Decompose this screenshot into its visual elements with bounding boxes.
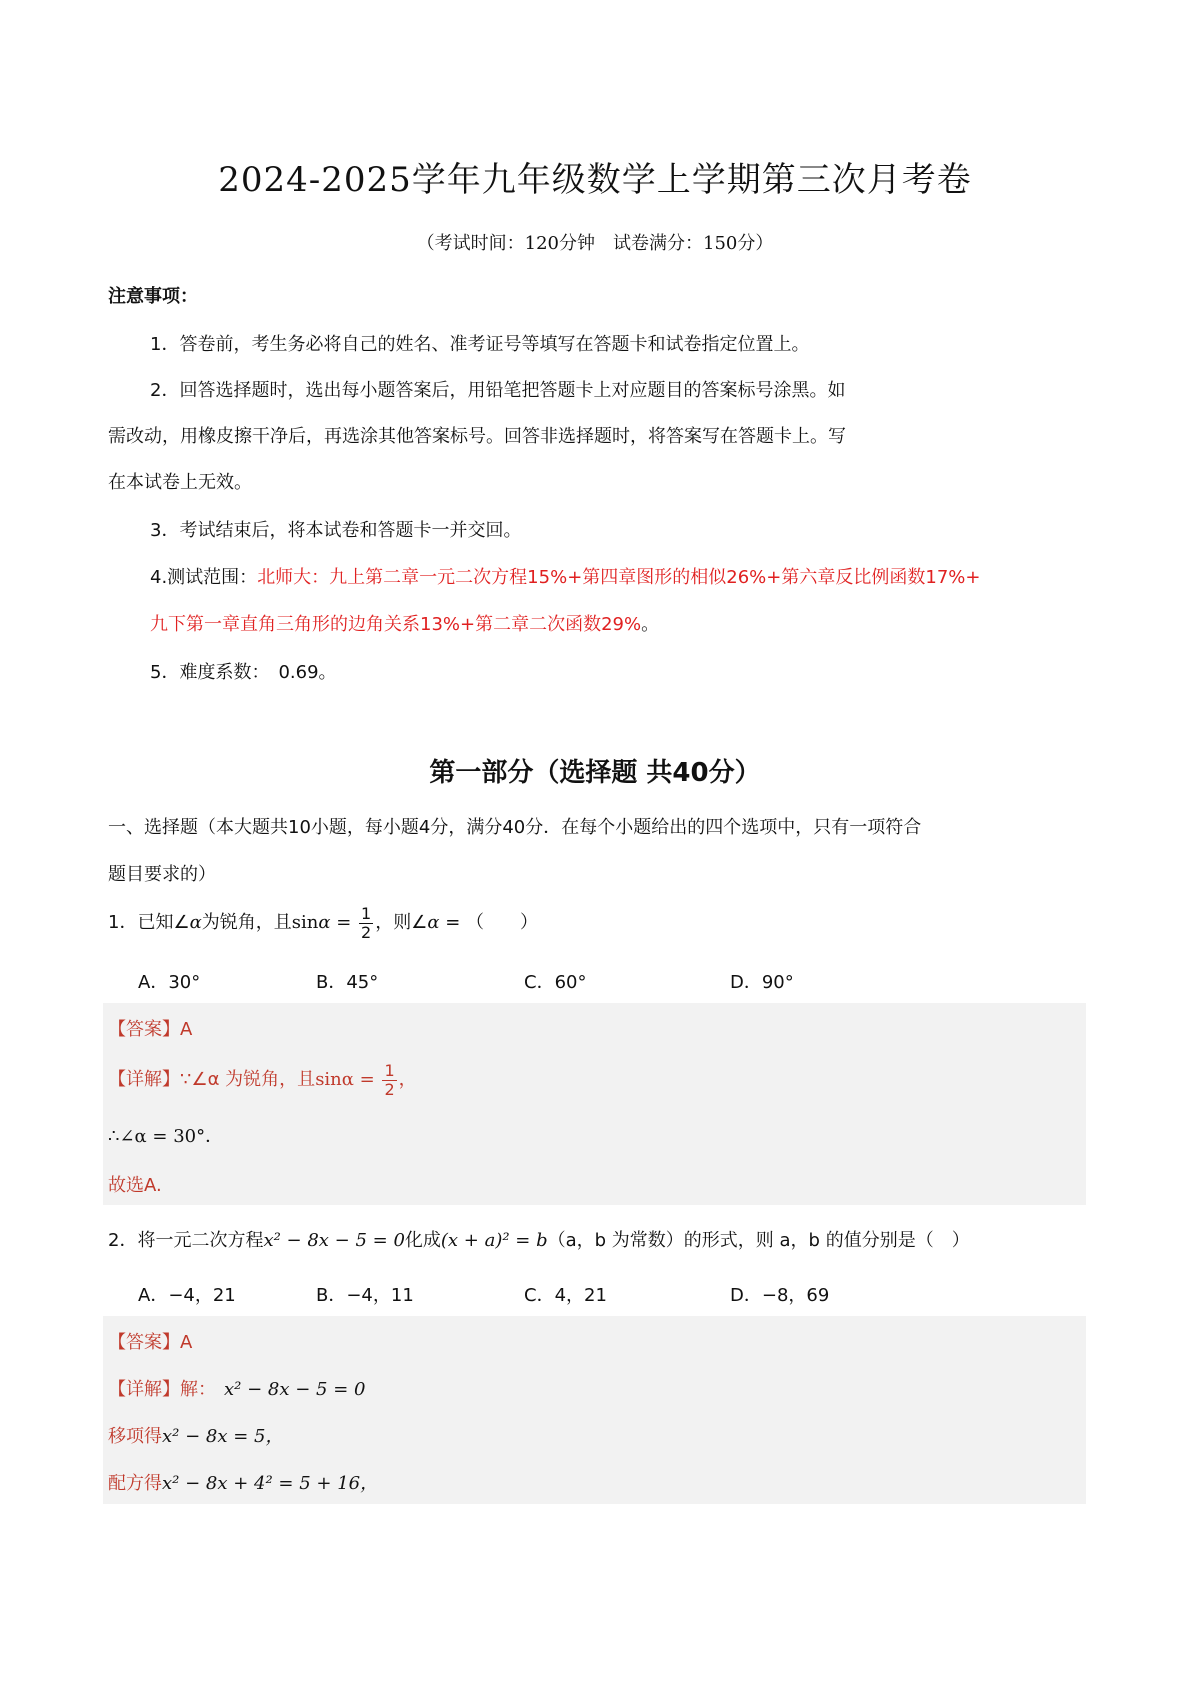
q1-sin: sin xyxy=(291,912,319,934)
q1-text-c: ，则∠ xyxy=(375,912,428,934)
section-intro-line-1: 一、选择题（本大题共10小题，每小题4分，满分40分．在每个小题给出的四个选项中，只有一项符合 xyxy=(108,817,922,838)
note-item-2-line-1: 2．回答选择题时，选出每小题答案后，用铅笔把答题卡上对应题目的答案标号涂黑。如 xyxy=(150,380,846,401)
q1-detail-text: ∵∠α 为锐角，且 xyxy=(180,1069,316,1091)
q2-step-2 xyxy=(108,1469,378,1495)
q2-detail xyxy=(108,1375,365,1401)
section-title: 第一部分（选择题 共40分） xyxy=(429,758,761,788)
q2-step-1-eq: x² − 8x = 5， xyxy=(162,1426,284,1447)
q1-text-a: 已知∠ xyxy=(137,912,190,934)
q2-text-c: （a，b 为常数）的形式，则 a，b 的值分别是（ ） xyxy=(547,1230,970,1251)
note-item-4 xyxy=(150,563,980,589)
q1-conclusion: 故选A. xyxy=(108,1175,162,1196)
q1-alpha: α xyxy=(189,912,202,934)
q2-text-a: 将一元二次方程 xyxy=(137,1230,264,1251)
section-intro-line-2: 题目要求的） xyxy=(108,864,216,885)
question-1 xyxy=(108,905,538,941)
q2-detail-eq: x² − 8x − 5 = 0 xyxy=(224,1379,366,1400)
q1-detail-frac-den: 2 xyxy=(384,1079,395,1099)
q1-detail-fraction xyxy=(382,1062,396,1098)
q1-therefore: ∴∠α = 30°． xyxy=(108,1126,224,1147)
q1-answer: 【答案】A xyxy=(108,1019,193,1040)
q2-option-a[interactable]: A．−4，21 xyxy=(138,1285,236,1306)
q1-option-d[interactable]: D．90° xyxy=(730,972,794,993)
test-range-line-2: 九下第一章直角三角形的边角关系13%+第二章二次函数29% xyxy=(150,614,642,635)
q1-text-d: = （ ） xyxy=(439,912,539,934)
exam-title: 2024-2025学年九年级数学上学期第三次月考卷 xyxy=(218,160,972,200)
q2-step-1 xyxy=(108,1422,283,1448)
question-2 xyxy=(108,1226,970,1252)
q1-option-a[interactable]: A．30° xyxy=(138,972,201,993)
note-item-4-cont xyxy=(150,610,659,636)
q2-detail-label: 【详解】 xyxy=(108,1379,180,1400)
note-item-5: 5．难度系数： 0.69。 xyxy=(150,662,337,683)
note-item-4-prefix: 4.测试范围： xyxy=(150,567,258,588)
q1-detail-math: sinα = xyxy=(315,1069,381,1091)
q2-detail-text: 解： xyxy=(180,1379,216,1400)
q1-option-c[interactable]: C．60° xyxy=(524,972,587,993)
note-item-2-line-2: 需改动，用橡皮擦干净后，再选涂其他答案标号。回答非选择题时，将答案写在答题卡上。写 xyxy=(108,426,846,447)
q2-eq1: x² − 8x − 5 = 0 xyxy=(263,1230,405,1251)
q2-eq2: (x + a)² = b xyxy=(440,1230,548,1251)
q1-detail-label: 【详解】 xyxy=(108,1069,180,1091)
q1-detail-frac-num: 1 xyxy=(384,1061,395,1080)
note-item-2-line-3: 在本试卷上无效。 xyxy=(108,472,252,493)
q1-detail-end: ， xyxy=(398,1069,417,1091)
q1-solution-box xyxy=(103,1003,1086,1205)
q1-fraction xyxy=(359,905,373,941)
q2-option-d[interactable]: D．−8，69 xyxy=(730,1285,830,1306)
test-range-line-1: 北师大：九上第二章一元二次方程15%+第四章图形的相似26%+第六章反比例函数17%+ xyxy=(257,567,981,588)
q2-step-2-eq: x² − 8x + 4² = 5 + 16， xyxy=(162,1473,379,1494)
q1-frac-num: 1 xyxy=(361,904,372,923)
q2-step-2-label: 配方得 xyxy=(108,1473,162,1494)
q2-option-c[interactable]: C．4，21 xyxy=(524,1285,607,1306)
notes-heading: 注意事项： xyxy=(108,286,198,307)
q1-frac-den: 2 xyxy=(361,922,372,942)
q1-text-b: 为锐角，且 xyxy=(201,912,292,934)
q2-text-b: 化成 xyxy=(404,1230,441,1251)
q2-step-1-label: 移项得 xyxy=(108,1426,162,1447)
q1-equals: = xyxy=(330,912,358,934)
note-item-3: 3．考试结束后，将本试卷和答题卡一并交回。 xyxy=(150,520,522,541)
q1-detail xyxy=(108,1062,417,1098)
q1-alpha-3: α xyxy=(427,912,440,934)
q2-answer: 【答案】A xyxy=(108,1332,193,1353)
q1-option-b[interactable]: B．45° xyxy=(316,972,379,993)
note-item-1: 1．答卷前，考生务必将自己的姓名、准考证号等填写在答题卡和试卷指定位置上。 xyxy=(150,334,810,355)
question-number: 1． xyxy=(108,912,138,934)
q1-alpha-2: α xyxy=(318,912,331,934)
exam-subtitle: （考试时间：120分钟 试卷满分：150分） xyxy=(416,233,774,254)
question-number: 2． xyxy=(108,1230,138,1251)
note-item-4-end: 。 xyxy=(641,614,660,635)
q2-option-b[interactable]: B．−4，11 xyxy=(316,1285,414,1306)
